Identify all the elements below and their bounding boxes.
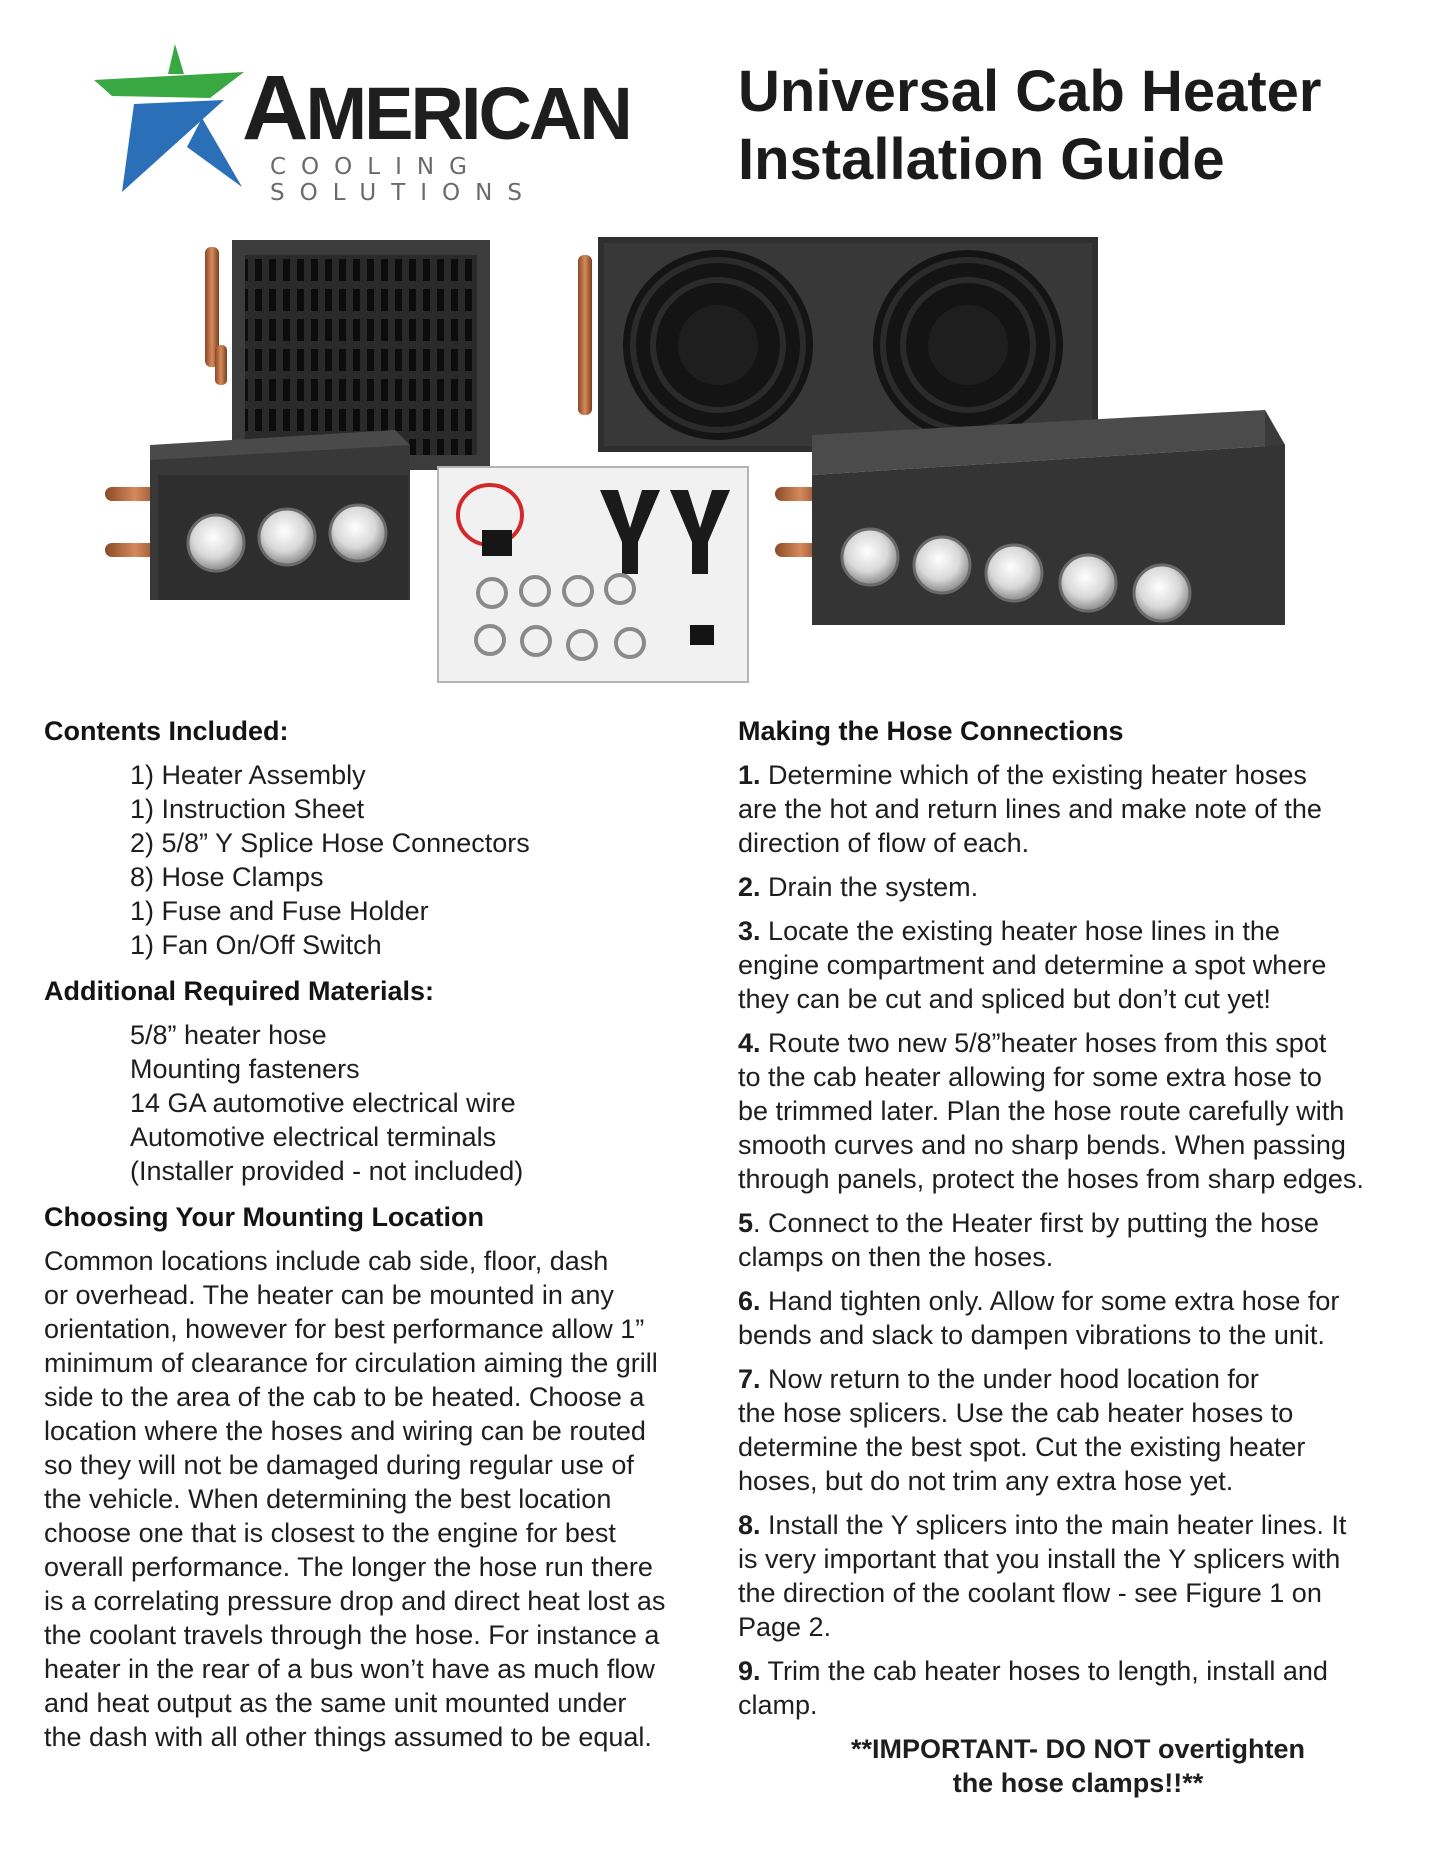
step-line <box>738 1240 1418 1274</box>
step-item <box>738 1362 1418 1498</box>
step-number: 2. <box>738 872 761 902</box>
step-text: the hose splicers. Use the cab heater hoses to <box>738 1398 1294 1428</box>
logo-word-rest: MERICAN <box>305 72 630 155</box>
list-item: (Installer provided - not included) <box>130 1156 524 1186</box>
paragraph-line: side to the area of the cab to be heated. Choose a <box>44 1382 645 1412</box>
step-text: clamps on then the hoses. <box>738 1242 1054 1272</box>
step-number: 3. <box>738 916 761 946</box>
star-logo-icon <box>92 42 262 202</box>
step-line <box>738 1464 1418 1498</box>
step-line <box>738 758 1418 792</box>
step-line <box>738 1610 1418 1644</box>
accessories-image <box>438 467 748 682</box>
step-line <box>738 1284 1418 1318</box>
materials-list <box>44 1018 714 1188</box>
important-note <box>738 1732 1418 1800</box>
paragraph-line: so they will not be damaged during regular use of <box>44 1450 634 1480</box>
twin-fan-heater-image <box>578 237 1098 452</box>
step-text: Drain the system. <box>768 872 979 902</box>
step-text: the direction of the coolant flow - see Figure 1 on <box>738 1578 1322 1608</box>
step-text: engine compartment and determine a spot where <box>738 950 1327 980</box>
step-number: 6. <box>738 1286 761 1316</box>
logo-wordmark <box>242 57 630 159</box>
step-line <box>738 1318 1418 1352</box>
paragraph-line: minimum of clearance for circulation aiming the grill <box>44 1348 658 1378</box>
contents-list <box>44 758 714 962</box>
step-number: 1. <box>738 760 761 790</box>
list-item: 8) Hose Clamps <box>130 862 324 892</box>
paragraph-line: location where the hoses and wiring can be routed <box>44 1416 646 1446</box>
list-item: Automotive electrical terminals <box>130 1122 497 1152</box>
step-text: bends and slack to dampen vibrations to the unit. <box>738 1320 1325 1350</box>
important-line-1: **IMPORTANT- DO NOT overtighten <box>850 1734 1305 1764</box>
step-number: 4. <box>738 1028 761 1058</box>
step-number: 8. <box>738 1510 761 1540</box>
paragraph-line: or overhead. The heater can be mounted in any <box>44 1280 614 1310</box>
paragraph-line: is a correlating pressure drop and direct heat lost as <box>44 1586 666 1616</box>
left-column <box>44 714 714 1754</box>
step-text: hoses, but do not trim any extra hose yet. <box>738 1466 1234 1496</box>
list-item: 1) Instruction Sheet <box>130 794 365 824</box>
step-line <box>738 1576 1418 1610</box>
step-line <box>738 1396 1418 1430</box>
title-line-1: Universal Cab Heater <box>738 59 1322 124</box>
step-line <box>738 826 1418 860</box>
step-number: 5 <box>738 1208 754 1238</box>
step-text: they can be cut and spliced but don’t cut yet! <box>738 984 1271 1014</box>
list-item: 1) Fuse and Fuse Holder <box>130 896 429 926</box>
paragraph-line: and heat output as the same unit mounted under <box>44 1688 627 1718</box>
company-logo <box>92 42 672 206</box>
step-line <box>738 1060 1418 1094</box>
step-line <box>738 870 1418 904</box>
step-text: through panels, protect the hoses from sharp edges. <box>738 1164 1364 1194</box>
paragraph-line: the vehicle. When determining the best location <box>44 1484 612 1514</box>
step-text: to the cab heater allowing for some extra hose to <box>738 1062 1322 1092</box>
step-text: Locate the existing heater hose lines in the <box>768 916 1280 946</box>
step-line <box>738 1026 1418 1060</box>
step-item <box>738 914 1418 1016</box>
location-paragraph <box>44 1244 714 1754</box>
step-item <box>738 1206 1418 1274</box>
product-photo-collage <box>0 225 1445 695</box>
step-line <box>738 1128 1418 1162</box>
steps-list <box>738 758 1418 1722</box>
step-item <box>738 1284 1418 1352</box>
step-line <box>738 948 1418 982</box>
step-line <box>738 1362 1418 1396</box>
hose-heading: Making the Hose Connections <box>738 716 1124 746</box>
step-item <box>738 758 1418 860</box>
step-text: smooth curves and no sharp bends. When passing <box>738 1130 1346 1160</box>
step-text: Install the Y splicers into the main heater lines. It <box>768 1510 1347 1540</box>
step-line <box>738 1206 1418 1240</box>
step-text: be trimmed later. Plan the hose route carefully with <box>738 1096 1345 1126</box>
step-text: direction of flow of each. <box>738 828 1030 858</box>
paragraph-line: overall performance. The longer the hose run there <box>44 1552 653 1582</box>
step-text: Page 2. <box>738 1612 832 1642</box>
paragraph-line: heater in the rear of a bus won’t have as much flow <box>44 1654 655 1684</box>
step-number: 9. <box>738 1656 761 1686</box>
step-text: are the hot and return lines and make note of the <box>738 794 1322 824</box>
step-line <box>738 1542 1418 1576</box>
step-text: Route two new 5/8”heater hoses from this spot <box>768 1028 1327 1058</box>
important-line-2: the hose clamps!!** <box>952 1768 1204 1798</box>
step-line <box>738 982 1418 1016</box>
list-item: Mounting fasteners <box>130 1054 360 1084</box>
step-text: Trim the cab heater hoses to length, install and <box>767 1656 1328 1686</box>
paragraph-line: the dash with all other things assumed to be equal. <box>44 1722 652 1752</box>
list-item: 1) Fan On/Off Switch <box>130 930 382 960</box>
paragraph-line: the coolant travels through the hose. For instance a <box>44 1620 660 1650</box>
step-text: Hand tighten only. Allow for some extra hose for <box>768 1286 1340 1316</box>
step-line <box>738 1508 1418 1542</box>
step-line <box>738 1094 1418 1128</box>
list-item: 14 GA automotive electrical wire <box>130 1088 516 1118</box>
step-text: clamp. <box>738 1690 818 1720</box>
paragraph-line: Common locations include cab side, floor, dash <box>44 1246 609 1276</box>
step-text: is very important that you install the Y splicers with <box>738 1544 1341 1574</box>
step-text: Determine which of the existing heater hoses <box>768 760 1307 790</box>
right-column <box>738 714 1418 1800</box>
step-line <box>738 1162 1418 1196</box>
step-line <box>738 1688 1418 1722</box>
step-item <box>738 1026 1418 1196</box>
list-item: 5/8” heater hose <box>130 1020 327 1050</box>
list-item: 2) 5/8” Y Splice Hose Connectors <box>130 828 530 858</box>
contents-heading: Contents Included: <box>44 716 289 746</box>
page-title <box>738 58 1418 194</box>
step-item <box>738 1654 1418 1722</box>
logo-subtitle: COOLING SOLUTIONS <box>270 154 537 206</box>
logo-word-big: A <box>242 57 306 159</box>
step-text: determine the best spot. Cut the existing heater <box>738 1432 1306 1462</box>
step-text: . Connect to the Heater first by putting the hose <box>753 1208 1319 1238</box>
three-vent-heater-image <box>105 430 410 600</box>
step-item <box>738 870 1418 904</box>
step-number: 7. <box>738 1364 761 1394</box>
paragraph-line: choose one that is closest to the engine for best <box>44 1518 616 1548</box>
step-line <box>738 792 1418 826</box>
title-line-2: Installation Guide <box>738 127 1225 192</box>
step-line <box>738 1654 1418 1688</box>
materials-heading: Additional Required Materials: <box>44 976 435 1006</box>
step-line <box>738 914 1418 948</box>
paragraph-line: orientation, however for best performance allow 1” <box>44 1314 645 1344</box>
step-line <box>738 1430 1418 1464</box>
location-heading: Choosing Your Mounting Location <box>44 1202 484 1232</box>
five-vent-heater-image <box>775 410 1285 625</box>
step-item <box>738 1508 1418 1644</box>
list-item: 1) Heater Assembly <box>130 760 366 790</box>
step-text: Now return to the under hood location for <box>768 1364 1259 1394</box>
